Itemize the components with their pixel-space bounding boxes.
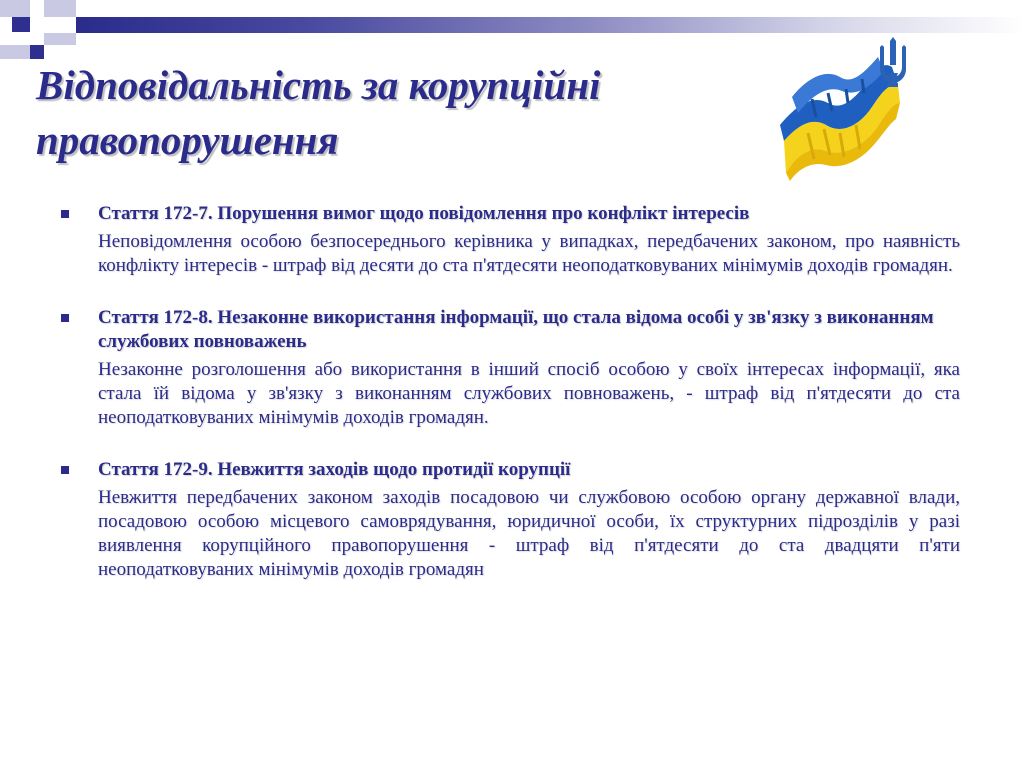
article-list	[54, 202, 960, 610]
list-item	[54, 202, 960, 278]
article-heading: Стаття 172-7. Порушення вимог щодо повідомлення про конфлікт інтересів	[98, 203, 750, 224]
article-heading: Стаття 172-8. Незаконне використання інформації, що стала відома особі у зв'язку з виконанням службових повноважень	[98, 307, 934, 352]
decor-square	[12, 17, 30, 32]
decor-square	[0, 0, 30, 17]
article-text: Незаконне розголошення або використання в інший спосіб особою у своїх інтересах інформації, яка стала їй відома у зв'язку з виконанням службових повноважень, - штраф від п'ятдесяти до ста неоподатковуваних мінімумів доходів громадян.	[98, 359, 960, 428]
decor-square	[44, 33, 76, 45]
decor-square	[30, 45, 44, 59]
square-bullet-icon	[61, 210, 69, 218]
article-text: Неповідомлення особою безпосереднього керівника у випадках, передбачених законом, про наявність конфлікту інтересів - штраф від десяти до ста п'ятдесяти неоподатковуваних мінімумів доходів громадян.	[98, 231, 960, 276]
square-bullet-icon	[61, 466, 69, 474]
ukrainian-flag-with-trident-icon	[768, 33, 930, 183]
slide-title: Відповідальність за корупційні правопорушення	[36, 62, 601, 163]
article-heading: Стаття 172-9. Невжиття заходів щодо протидії корупції	[98, 459, 571, 480]
square-bullet-icon	[61, 314, 69, 322]
article-text: Невжиття передбачених законом заходів посадовою чи службовою особою органу державної влади, посадовою особою місцевого самоврядування, юридичної особи, їх структурних підрозділів у разі виявлення корупційного правопорушення - штраф від п'ятдесяти до ста двадцяти п'яти неоподатковуваних мінімумів доходів громадян	[98, 487, 960, 580]
decor-square	[0, 45, 30, 59]
decor-square	[44, 0, 76, 17]
list-item	[54, 458, 960, 582]
list-item	[54, 306, 960, 430]
header-gradient-bar	[76, 17, 1024, 33]
